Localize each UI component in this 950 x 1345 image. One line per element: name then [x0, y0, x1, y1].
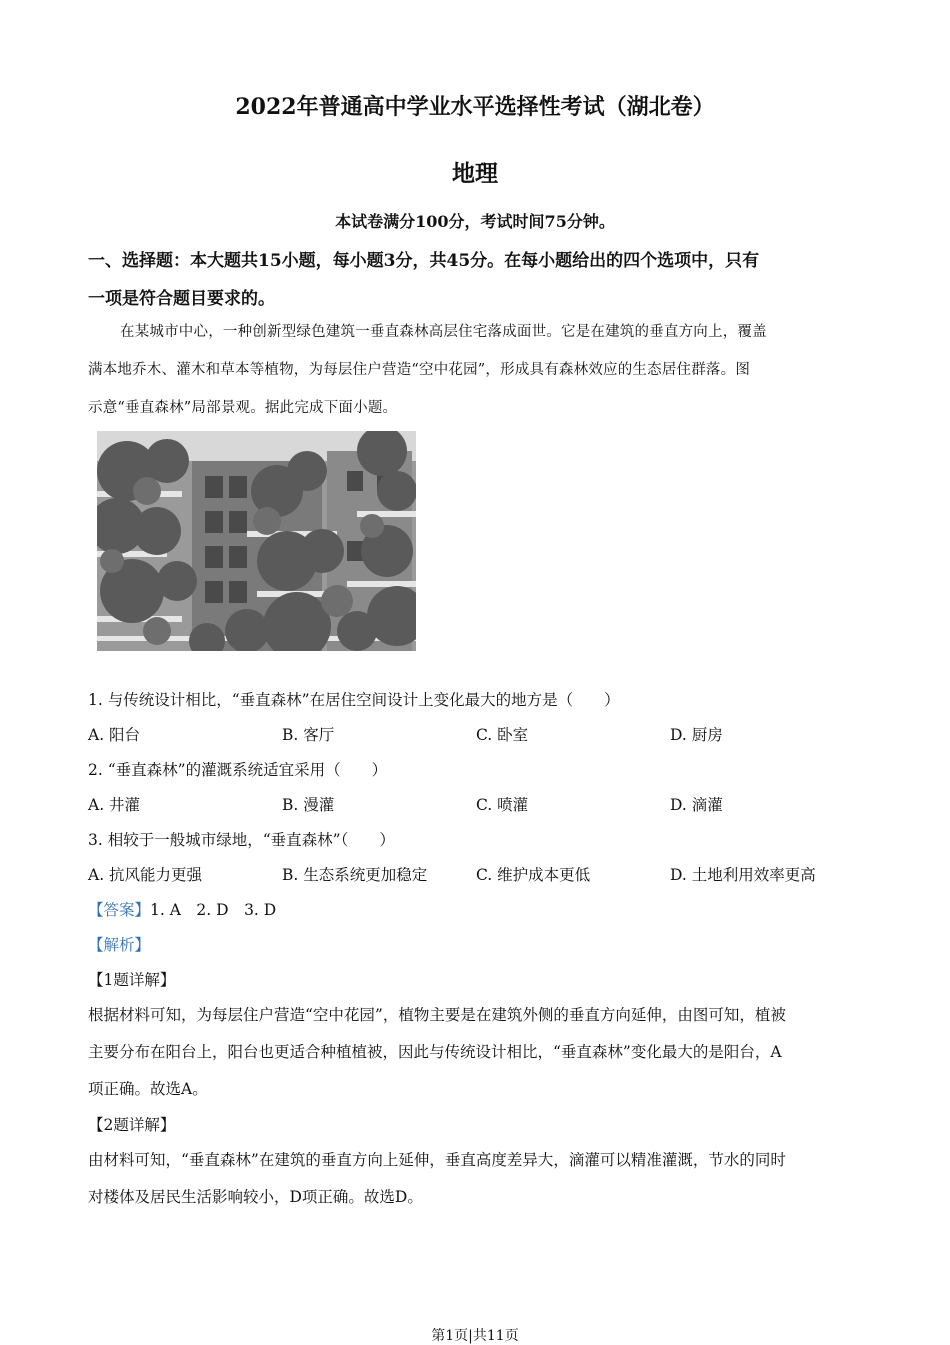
page-footer: 第1页|共11页	[431, 1328, 519, 1344]
q2-detail-line1: 由材料可知，“垂直森林”在建筑的垂直方向上延伸，垂直高度差异大，滴灌可以精准灌溉，节水的同时	[88, 1151, 786, 1169]
answer-text: 1. A 2. D 3. D	[150, 901, 277, 919]
question-1-stem: 1. 与传统设计相比，“垂直森林”在居住空间设计上变化最大的地方是（ ）	[88, 691, 620, 709]
question-2-option-b: B. 漫灌	[282, 796, 335, 814]
answer-row	[88, 898, 276, 920]
question-1-option-c: C. 卧室	[476, 726, 529, 744]
q2-detail-heading: 【2题详解】	[88, 1116, 176, 1134]
question-2-stem: 2. “垂直森林”的灌溉系统适宜采用（ ）	[88, 761, 388, 779]
section-heading-line2: 一项是符合题目要求的。	[88, 289, 275, 309]
q1-detail-line1: 根据材料可知，为每层住户营造“空中花园”，植物主要是在建筑外侧的垂直方向延伸，由图可知，植被	[88, 1006, 786, 1024]
question-3-option-c: C. 维护成本更低	[476, 866, 591, 884]
q1-detail-line3: 项正确。故选A。	[88, 1080, 208, 1098]
subject-title: 地理	[452, 160, 498, 187]
question-3-option-d: D. 土地利用效率更高	[670, 866, 816, 884]
question-3-stem: 3. 相较于一般城市绿地，“垂直森林”（ ）	[88, 831, 395, 849]
analysis-label: 【解析】	[88, 936, 151, 954]
question-2-option-a: A. 井灌	[88, 796, 141, 814]
exam-info: 本试卷满分100分，考试时间75分钟。	[335, 212, 615, 231]
question-1-option-d: D. 厨房	[670, 726, 723, 744]
vertical-forest-photo	[97, 431, 416, 651]
section-heading-line1: 一、选择题：本大题共15小题，每小题3分，共45分。在每小题给出的四个选项中，只有	[88, 251, 760, 271]
question-1-option-b: B. 客厅	[282, 726, 335, 744]
passage-line2: 满本地乔木、灌木和草本等植物，为每层住户营造“空中花园”，形成具有森林效应的生态居住群落。图	[88, 362, 751, 378]
passage-line1: 在某城市中心，一种创新型绿色建筑一垂直森林高层住宅落成面世。它是在建筑的垂直方向上，覆盖	[120, 324, 767, 340]
q2-detail-line2: 对楼体及居民生活影响较小，D项正确。故选D。	[88, 1188, 423, 1206]
answer-label: 【答案】	[88, 901, 151, 919]
q1-detail-heading: 【1题详解】	[88, 971, 176, 989]
question-2-option-c: C. 喷灌	[476, 796, 529, 814]
exam-title: 2022年普通高中学业水平选择性考试（湖北卷）	[235, 94, 715, 120]
question-3-option-b: B. 生态系统更加稳定	[282, 866, 428, 884]
q1-detail-line2: 主要分布在阳台上，阳台也更适合种植植被，因此与传统设计相比，“垂直森林”变化最大的是阳台，A	[88, 1043, 782, 1061]
question-3-option-a: A. 抗风能力更强	[88, 866, 203, 884]
question-1-option-a: A. 阳台	[88, 726, 141, 744]
question-2-option-d: D. 滴灌	[670, 796, 723, 814]
passage-line3: 示意“垂直森林”局部景观。据此完成下面小题。	[88, 400, 398, 416]
